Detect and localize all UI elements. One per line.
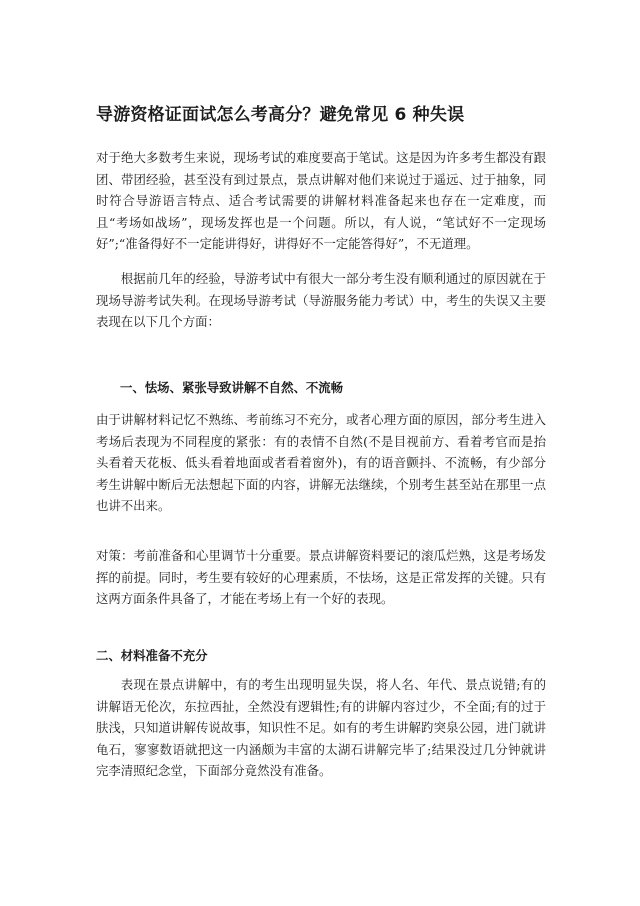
section2-body-paragraph: 表现在景点讲解中，有的考生出现明显失误，将人名、年代、景点说错;有的讲解语无伦次，东拉西扯，全然没有逻辑性;有的讲解内容过少，不全面;有的过于肤浅，只知道讲解传说故事，知识性不足。如有的考生讲解趵突泉公园，进门就讲龟石，寥寥数语就把这一内涵颇为丰富的太湖石讲解完毕了;结果没过几分钟就讲完李清照纪念堂，下面部分竟然没有准备。 [96,677,546,778]
section1-countermeasure-paragraph: 对策：考前准备和心里调节十分重要。景点讲解资料要记的滚瓜烂熟，这是考场发挥的前提。同时，考生要有较好的心理素质，不怯场，这是正常发挥的关键。只有这两方面条件具备了，才能在考场上有一个好的表现。 [96,548,546,606]
section1-body-paragraph: 由于讲解材料记忆不熟练、考前练习不充分，或者心理方面的原因，部分考生进入考场后表现为不同程度的紧张：有的表情不自然(不是目视前方、看着考官而是抬头看着天花板、低头看着地面或者看着窗外)，有的语音颤抖、不流畅，有少部分考生讲解中断后无法想起下面的内容，讲解无法继续，个别考生甚至站在那里一点也讲不出来。 [96,412,546,513]
section-heading-2: 二、材料准备不充分 [96,648,208,663]
section-heading-1: 一、怯场、紧张导致讲解不自然、不流畅 [120,380,344,395]
background-paragraph: 根据前几年的经验，导游考试中有很大一部分考生没有顺利通过的原因就在于现场导游考试失利。在现场导游考试（导游服务能力考试）中，考生的失误又主要表现在以下几个方面： [96,271,546,329]
intro-paragraph: 对于绝大多数考生来说，现场考试的难度要高于笔试。这是因为许多考生都没有跟团、带团经验，甚至没有到过景点，景点讲解对他们来说过于遥远、过于抽象，同时符合导游语言特点、适合考试需要的讲解材料准备起来也存在一定难度，而且“考场如战场”，现场发挥也是一个问题。所以，有人说，“笔试好不一定现场好”;“准备得好不一定能讲得好，讲得好不一定能答得好”，不无道理。 [96,150,546,251]
document-title: 导游资格证面试怎么考高分？避免常见 6 种失误 [96,105,465,125]
